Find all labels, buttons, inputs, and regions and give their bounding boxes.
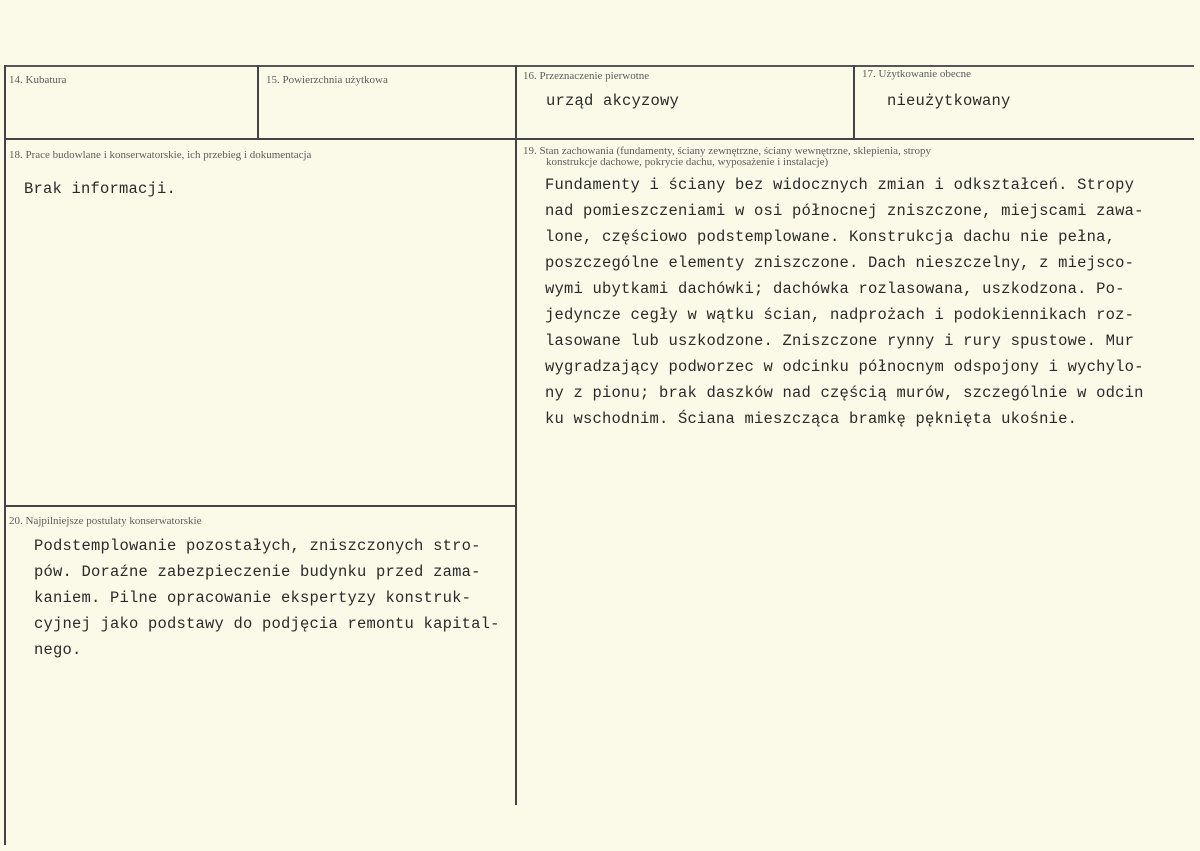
field-17-value: nieużytkowany [887,92,1011,110]
field-20-line: Podstemplowanie pozostałych, zniszczonych stro- [34,537,481,555]
field-19-line: wymi ubytkami dachówki; dachówka rozlasowana, uszkodzona. Po- [545,280,1125,298]
left-border [4,65,6,845]
field-20-line: kaniem. Pilne opracowanie ekspertyzy konstruk- [34,589,472,607]
field-15-label: 15. Powierzchnia użytkowa [266,74,388,86]
field-19-line: lone, częściowo podstemplowane. Konstrukcja dachu nie pełna, [545,228,1116,246]
field-14-label: 14. Kubatura [9,74,67,86]
field-16-label: 16. Przeznaczenie pierwotne [523,70,650,82]
field-19-label-line2: konstrukcje dachowe, pokrycie dachu, wyposażenie i instalacje) [546,156,829,168]
field-19-line: ku wschodnim. Ściana mieszcząca bramkę pęknięta ukośnie. [545,410,1078,428]
field-17-label: 17. Użytkowanie obecne [862,68,972,80]
field-20-line: pów. Doraźne zabezpieczenie budynku przed zama- [34,563,481,581]
field-20-line: nego. [34,641,82,659]
field-18-label: 18. Prace budowlane i konserwatorskie, ich przebieg i dokumentacja [9,149,312,161]
field-19-line: jedyncze cegły w wątku ścian, nadprożach i podokiennikach roz- [545,306,1135,324]
field-20-label: 20. Najpilniejsze postulaty konserwatorskie [9,515,202,527]
field-19-line: lasowane lub uszkodzone. Zniszczone rynny i rury spustowe. Mur [545,332,1135,350]
field-19-text [545,172,1144,432]
divider-16-17 [853,65,855,139]
field-19-label-line1: 19. Stan zachowania (fundamenty, ściany zewnętrzne, ściany wewnętrzne, sklepienia, stropy [523,145,931,157]
field-19-line: wygradzający podworzec w odcinku północnym odspojony i wychylo- [545,358,1144,376]
divider-main [515,65,517,805]
top-rule [4,65,1194,67]
field-19-line: ny z pionu; brak daszków nad częścią murów, szczególnie w odcin [545,384,1144,402]
field20-top-rule [4,505,516,507]
field-20-text [34,533,500,663]
row1-bottom-rule [4,138,1194,140]
field-18-value: Brak informacji. [24,180,177,198]
divider-14-15 [257,65,259,139]
field-16-value: urząd akcyzowy [546,92,680,110]
field-19-line: Fundamenty i ściany bez widocznych zmian i odkształceń. Stropy [545,176,1135,194]
field-19-line: nad pomieszczeniami w osi północnej zniszczone, miejscami zawa- [545,202,1144,220]
field-20-line: cyjnej jako podstawy do podjęcia remontu kapital- [34,615,500,633]
field-19-line: poszczególne elementy zniszczone. Dach nieszczelny, z miejsco- [545,254,1135,272]
